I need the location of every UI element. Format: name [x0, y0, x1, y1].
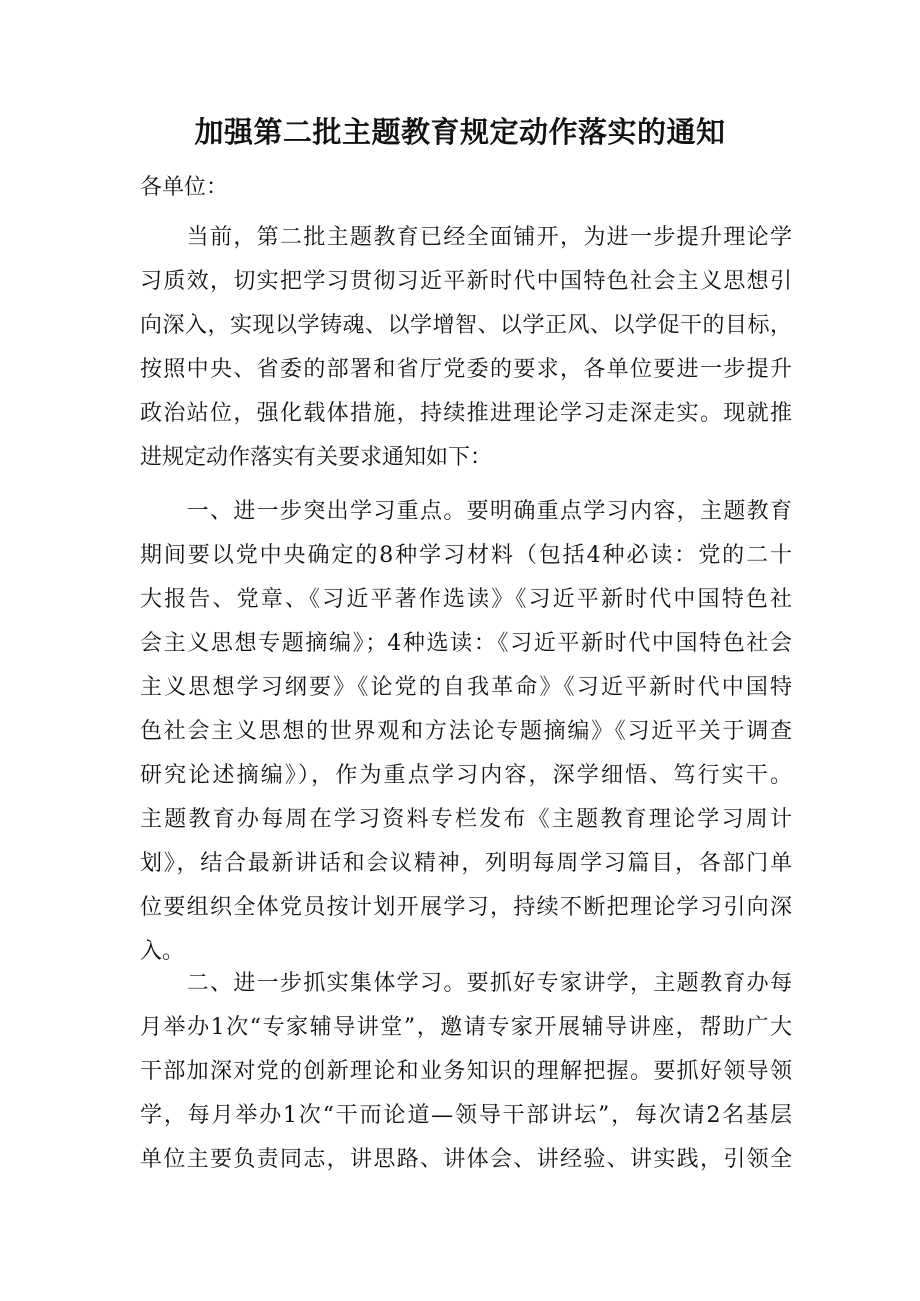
salutation: 各单位： — [140, 175, 229, 200]
paragraph-section-1 — [140, 490, 792, 974]
paragraph-line: 政治站位，强化载体措施，持续推进理论学习走深走实。现就推 — [140, 401, 792, 426]
paragraph-line: 入。 — [140, 939, 185, 964]
paragraph-line: 干部加深对党的创新理论和业务知识的理解把握。要抓好领导领 — [140, 1059, 792, 1084]
paragraph-line: 当前，第二批主题教育已经全面铺开，为进一步提升理论学 — [140, 225, 792, 250]
paragraph-line: 按照中央、省委的部署和省厅党委的要求，各单位要进一步提升 — [140, 357, 792, 382]
paragraph-line: 进规定动作落实有关要求通知如下： — [140, 445, 493, 470]
paragraph-line: 一、进一步突出学习重点。要明确重点学习内容，主题教育 — [140, 499, 792, 524]
paragraph-line: 期间要以党中央确定的8种学习材料（包括4种必读：党的二十 — [140, 543, 792, 568]
paragraph-line: 会主义思想专题摘编》；4种选读：《习近平新时代中国特色社会 — [140, 631, 792, 656]
paragraph-line: 主题教育办每周在学习资料专栏发布《主题教育理论学习周计 — [140, 807, 792, 832]
paragraph-section-2 — [140, 962, 792, 1182]
paragraph-line: 月举办1次“专家辅导讲堂”，邀请专家开展辅导讲座，帮助广大 — [140, 1015, 792, 1040]
paragraph-line: 学，每月举办1次“干而论道—领导干部讲坛”，每次请2名基层 — [140, 1103, 792, 1128]
paragraph-line: 研究论述摘编》），作为重点学习内容，深学细悟、笃行实干。 — [140, 763, 792, 788]
document-title: 加强第二批主题教育规定动作落实的通知 — [194, 115, 726, 149]
paragraph-intro — [140, 216, 792, 480]
paragraph-line: 习质效，切实把学习贯彻习近平新时代中国特色社会主义思想引 — [140, 269, 792, 294]
paragraph-line: 位要组织全体党员按计划开展学习，持续不断把理论学习引向深 — [140, 895, 792, 920]
paragraph-line: 色社会主义思想的世界观和方法论专题摘编》《习近平关于调查 — [140, 719, 792, 744]
paragraph-line: 主义思想学习纲要》《论党的自我革命》《习近平新时代中国特 — [140, 675, 792, 700]
paragraph-line: 单位主要负责同志，讲思路、讲体会、讲经验、讲实践，引领全 — [140, 1147, 792, 1172]
paragraph-line: 二、进一步抓实集体学习。要抓好专家讲学，主题教育办每 — [140, 971, 792, 996]
paragraph-line: 划》，结合最新讲话和会议精神，列明每周学习篇目，各部门单 — [140, 851, 792, 876]
paragraph-line: 向深入，实现以学铸魂、以学增智、以学正风、以学促干的目标， — [140, 313, 792, 338]
paragraph-line: 大报告、党章、《习近平著作选读》《习近平新时代中国特色社 — [140, 587, 792, 612]
